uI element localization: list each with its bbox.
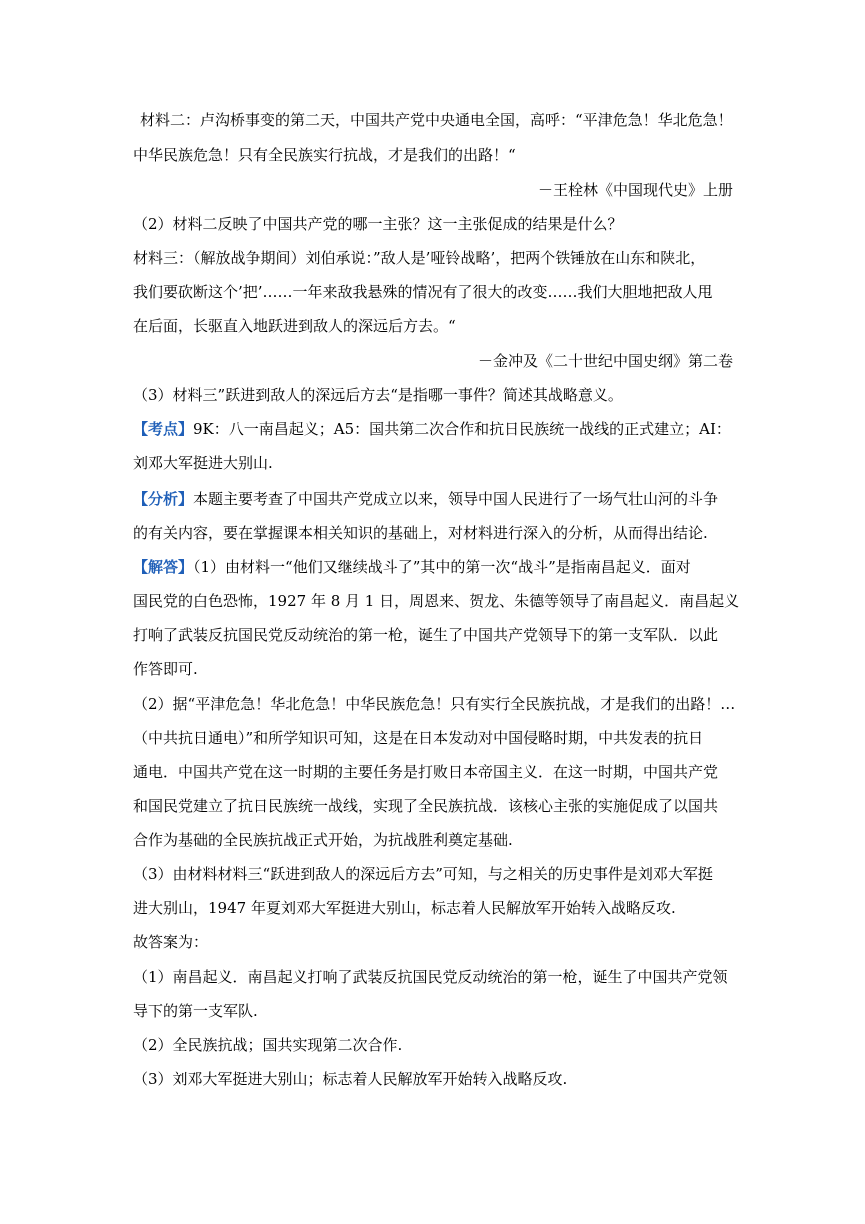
kaodian-text: 9K：八一南昌起义；A5：国共第二次合作和抗日民族统一战线的正式建立；AI： — [193, 420, 731, 438]
fenxi-line2: 的有关内容，要在掌握课本相关知识的基础上，对材料进行深入的分析，从而得出结论. — [133, 524, 708, 542]
jieda-text: （1）由材料一“他们又继续战斗了”其中的第一次“战斗”是指南昌起义．面对 — [193, 558, 691, 576]
kaodian-line2: 刘邓大军挺进大别山. — [133, 454, 273, 472]
jieda-p1-line4: 作答即可. — [133, 660, 198, 678]
material3-line1: 材料三：（解放战争期间）刘伯承说：”敌人是’哑铃战略’，把两个铁锤放在山东和陕北， — [133, 249, 706, 267]
jieda-p2-line3: 通电．中国共产党在这一时期的主要任务是打败日本帝国主义．在这一时期，中国共产党 — [133, 763, 719, 781]
fenxi-line1 — [133, 488, 733, 510]
kaodian-line1 — [133, 418, 733, 440]
answer-3: （3）刘邓大军挺进大别山；标志着人民解放军开始转入战略反攻. — [133, 1070, 568, 1088]
jieda-p3-line1: （3）由材料材料三“跃进到敌人的深远后方去”可知，与之相关的历史事件是刘邓大军挺 — [133, 865, 713, 883]
jieda-p2-line2: （中共抗日通电）”和所学知识可知，这是在日本发动对中国侵略时期，中共发表的抗日 — [133, 729, 704, 747]
material3-source: －金冲及《二十世纪中国史纲》第二卷 — [477, 352, 733, 370]
answer-intro: 故答案为： — [133, 933, 209, 951]
answer-1-line1: （1）南昌起义．南昌起义打响了武装反抗国民党反动统治的第一枪，诞生了中国共产党领 — [133, 968, 728, 986]
material2-line2: 中华民族危急！只有全民族实行抗战，才是我们的出路！“ — [133, 146, 516, 164]
jieda-p1-line2: 国民党的白色恐怖，1927 年 8 月 1 日，周恩来、贺龙、朱德等领导了南昌起义．南昌起义 — [133, 592, 740, 610]
kaodian-tag: 【考点】 — [133, 420, 194, 438]
jieda-p1-line3: 打响了武装反抗国民党反动统治的第一枪，诞生了中国共产党领导下的第一支军队．以此 — [133, 626, 719, 644]
jieda-tag: 【解答】 — [133, 558, 194, 576]
answer-2: （2）全民族抗战；国共实现第二次合作. — [133, 1036, 403, 1054]
material3-line3: 在后面，长驱直入地跃进到敌人的深远后方去。“ — [133, 317, 456, 335]
question2: （2）材料二反映了中国共产党的哪一主张？这一主张促成的结果是什么？ — [133, 215, 623, 233]
jieda-p2-line5: 合作为基础的全民族抗战正式开始，为抗战胜利奠定基础. — [133, 831, 513, 849]
question3: （3）材料三”跃进到敌人的深远后方去“是指哪一事件？简述其战略意义。 — [133, 386, 623, 404]
material3-line2: 我们要砍断这个’把’……一年来敌我悬殊的情况有了很大的改变……我们大胆地把敌人甩 — [133, 283, 713, 301]
jieda-p3-line2: 进大别山，1947 年夏刘邓大军挺进大别山，标志着人民解放军开始转入战略反攻. — [133, 899, 676, 917]
jieda-line1 — [133, 556, 733, 578]
answer-1-line2: 导下的第一支军队. — [133, 1002, 258, 1020]
fenxi-text: 本题主要考查了中国共产党成立以来，领导中国人民进行了一场气壮山河的斗争 — [193, 490, 719, 508]
material2-source: －王栓林《中国现代史》上册 — [537, 181, 733, 199]
jieda-p2-line4: 和国民党建立了抗日民族统一战线，实现了全民族抗战．该核心主张的实施促成了以国共 — [133, 797, 719, 815]
jieda-p2-line1: （2）据“平津危急！华北危急！中华民族危急！只有实行全民族抗战，才是我们的出路！… — [133, 695, 736, 713]
fenxi-tag: 【分析】 — [133, 490, 194, 508]
material2-line1: 材料二：卢沟桥事变的第二天，中国共产党中央通电全国，高呼：“平津危急！华北危急！ — [140, 111, 733, 129]
